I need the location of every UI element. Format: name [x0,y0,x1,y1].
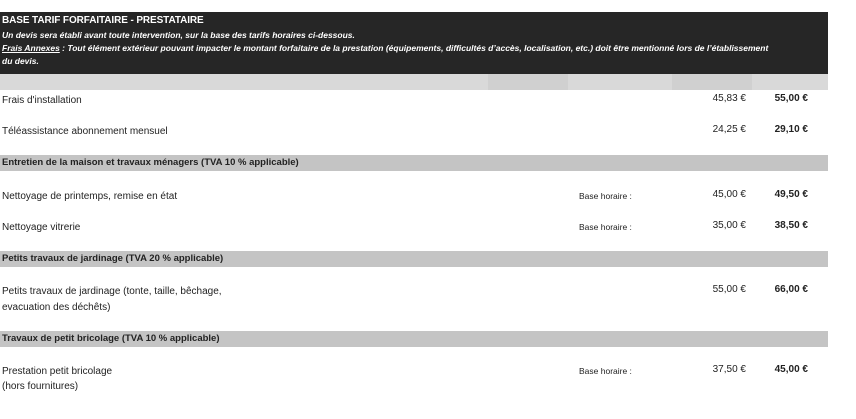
header-separator [0,74,828,90]
row-label: Petits travaux de jardinage (tonte, taille, bêchage, [2,286,222,297]
tariff-header [0,12,828,74]
row-label: Nettoyage de printemps, remise en état [2,191,178,202]
base-label: Base horaire : [579,191,632,201]
section-header [0,251,828,267]
price-ttc: 55,00 € [774,93,808,104]
price-ttc: 45,00 € [774,364,808,375]
section-header [0,331,828,347]
section-title: Entretien de la maison et travaux ménagers (TVA 10 % applicable) [2,157,299,168]
row-label-continued: evacuation des déchêts) [2,302,111,313]
annex-notice [2,43,768,53]
section-title: Travaux de petit bricolage (TVA 10 % applicable) [2,333,220,344]
separator-segment [488,74,568,90]
price-ht: 35,00 € [712,220,746,231]
row-label-continued: (hors fournitures) [2,381,79,392]
price-ht: 45,83 € [712,93,746,104]
base-label: Base horaire : [579,366,632,376]
row-label: Prestation petit bricolage [2,366,113,377]
quote-notice: Un devis sera établi avant toute intervention, sur la base des tarifs horaires ci-dessous. [2,30,355,40]
annex-text: : Tout élément extérieur pouvant impacter le montant forfaitaire de la prestation (équipements, difficultés d’accès, localisation, etc.) doit être mentionné lors de l’établissement [59,43,769,53]
separator-segment [672,74,752,90]
section-header [0,155,828,171]
price-ttc: 38,50 € [774,220,808,231]
price-ttc: 49,50 € [774,189,808,200]
annex-notice-end: du devis. [2,56,39,66]
price-ht: 55,00 € [712,284,746,295]
base-label: Base horaire : [579,222,632,232]
price-ht: 45,00 € [712,189,746,200]
price-ttc: 29,10 € [774,124,808,135]
price-ttc: 66,00 € [774,284,808,295]
price-ht: 24,25 € [712,124,746,135]
row-label: Nettoyage vitrerie [2,222,81,233]
annex-label: Frais Annexes [2,43,60,53]
section-title: Petits travaux de jardinage (TVA 20 % applicable) [2,253,224,264]
row-label: Frais d'installation [2,95,82,106]
row-label: Téléassistance abonnement mensuel [2,126,168,137]
price-ht: 37,50 € [712,364,746,375]
tariff-title: BASE TARIF FORFAITAIRE - PRESTATAIRE [2,15,204,26]
